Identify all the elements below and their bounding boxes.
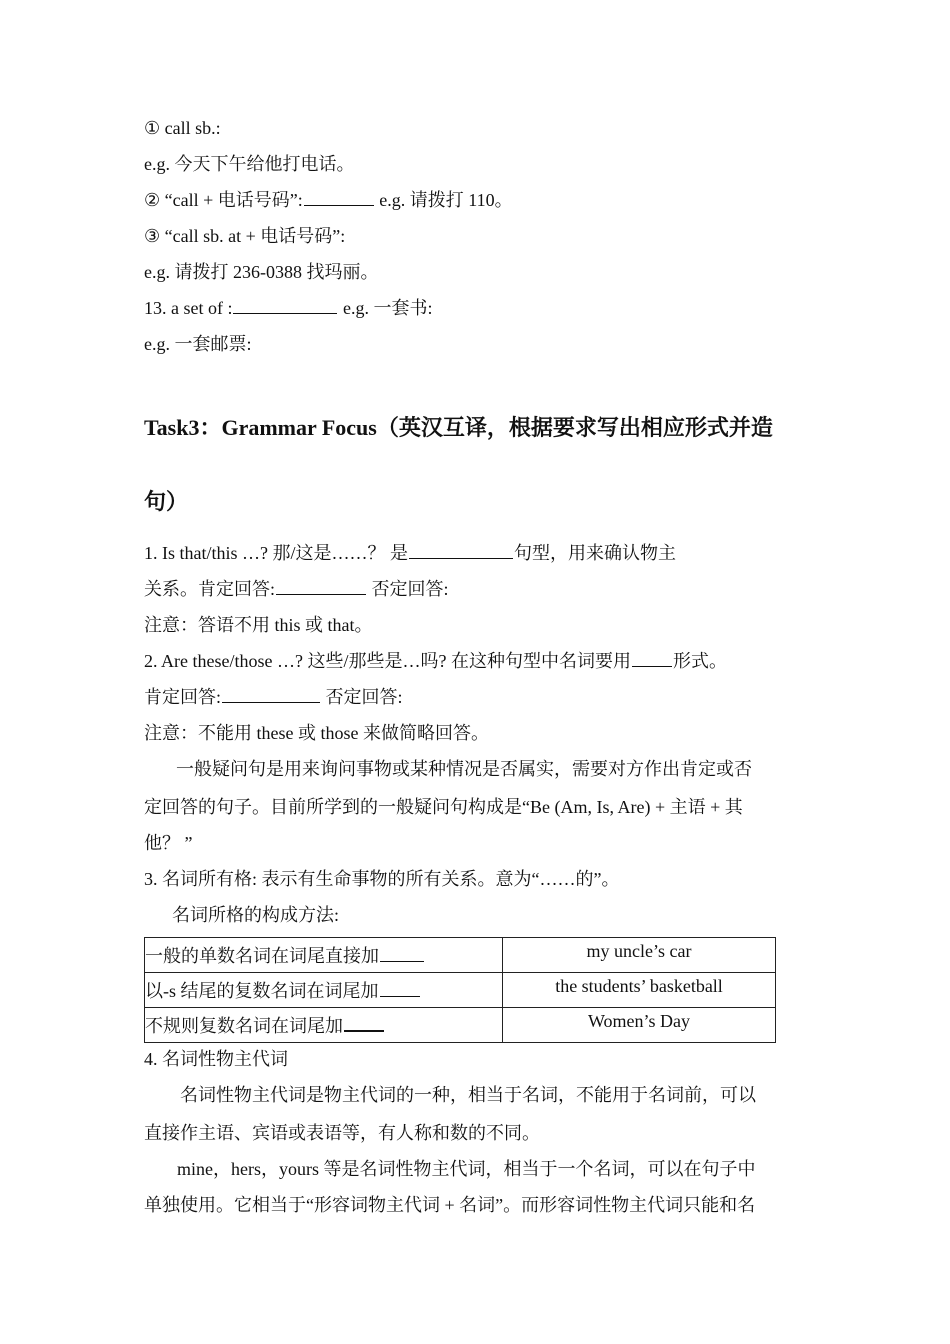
answer-blank[interactable] [344, 1013, 384, 1032]
answer-blank[interactable] [233, 296, 337, 314]
negative-label: 否定回答: [321, 687, 403, 707]
grammar-point-3: 3. 名词所有格: 表示有生命事物的所有关系。意为“……的”。 [144, 869, 620, 889]
paragraph-general-question-1: 一般疑问句是用来询问事物或某种情况是否属实，需要对方作出肯定或否 [176, 759, 752, 779]
grammar-point-1-text: 1. Is that/this …? 那/这是……？ 是 [144, 543, 408, 563]
table-cell-rule [145, 938, 503, 973]
table-cell-example [503, 1008, 776, 1043]
example-text: the students’ basketball [555, 975, 723, 996]
vocab-call-3: ③ “call sb. at + 电话号码”: [144, 226, 346, 246]
grammar-point-2-text: 2. Are these/those …? 这些/那些是…吗? 在这种句型中名词要用 [144, 651, 631, 671]
grammar-point-2 [144, 649, 727, 673]
grammar-point-3-sub: 名词所格的构成方法: [172, 905, 340, 925]
answer-blank[interactable] [632, 649, 672, 667]
rule-text: 不规则复数名词在词尾加 [145, 1016, 343, 1036]
paragraph-possessive-3: mine，hers，yours 等是名词性物主代词，相当于一个名词，可以在句子中 [177, 1159, 756, 1179]
paragraph-possessive-4: 单独使用。它相当于“形容词物主代词 + 名词”。而形容词性物主代词只能和名 [144, 1195, 756, 1215]
vocab-call-2-example: e.g. 请拨打 110。 [379, 190, 513, 210]
answer-blank[interactable] [304, 188, 374, 206]
vocab-set-of [144, 296, 432, 320]
example-text: Women’s Day [587, 1010, 691, 1031]
grammar-point-2-text-b: 形式。 [672, 651, 727, 671]
vocab-call-2 [144, 188, 513, 212]
vocab-call-3-example: e.g. 请拨打 236-0388 找玛丽。 [144, 262, 379, 282]
negative-label: 否定回答: [367, 579, 449, 599]
table-cell-rule [145, 1008, 503, 1043]
possessive-table [144, 937, 776, 1043]
answer-blank[interactable] [276, 577, 366, 595]
grammar-point-1-note: 注意：答语不用 this 或 that。 [144, 615, 373, 635]
answer-blank[interactable] [380, 944, 424, 962]
paragraph-general-question-3: 他？ ” [144, 833, 193, 853]
paragraph-possessive-2: 直接作主语、宾语或表语等，有人称和数的不同。 [144, 1123, 540, 1143]
grammar-point-4: 4. 名词性物主代词 [144, 1049, 288, 1069]
vocab-set-of-label: 13. a set of : [144, 298, 233, 318]
paragraph-general-question-2: 定回答的句子。目前所学到的一般疑问句构成是“Be (Am, Is, Are) + 主语 + 其 [144, 797, 743, 817]
table-cell-example [503, 973, 776, 1008]
rule-text: 一般的单数名词在词尾直接加 [145, 946, 379, 966]
vocab-set-of-example-2: e.g. 一套邮票: [144, 334, 252, 354]
example-text: my uncle’s car [586, 940, 692, 961]
grammar-point-1-answers [144, 577, 449, 601]
table-row [145, 938, 776, 973]
affirmative-label: 关系。肯定回答: [144, 579, 276, 599]
table-row [145, 1008, 776, 1043]
grammar-point-1 [144, 541, 676, 565]
vocab-set-of-example: e.g. 一套书: [342, 298, 433, 318]
table-row [145, 973, 776, 1008]
affirmative-label: 肯定回答: [144, 687, 222, 707]
grammar-point-2-note: 注意：不能用 these 或 those 来做简略回答。 [144, 723, 489, 743]
table-cell-rule [145, 973, 503, 1008]
task3-title-line1: Task3：Grammar Focus（英汉互译，根据要求写出相应形式并造 [144, 415, 773, 440]
answer-blank[interactable] [409, 541, 513, 559]
vocab-call-2-label: ② “call + 电话号码”: [144, 190, 303, 210]
rule-text: 以-s 结尾的复数名词在词尾加 [145, 981, 379, 1001]
grammar-point-2-answers [144, 685, 403, 709]
grammar-point-1-text-b: 句型，用来确认物主 [514, 543, 676, 563]
vocab-call-1-example: e.g. 今天下午给他打电话。 [144, 154, 355, 174]
table-cell-example [503, 938, 776, 973]
vocab-call-1: ① call sb.: [144, 118, 221, 138]
paragraph-possessive-1: 名词性物主代词是物主代词的一种，相当于名词，不能用于名词前，可以 [180, 1085, 756, 1105]
answer-blank[interactable] [380, 979, 420, 997]
answer-blank[interactable] [222, 685, 320, 703]
task3-title-line2: 句） [144, 489, 189, 514]
